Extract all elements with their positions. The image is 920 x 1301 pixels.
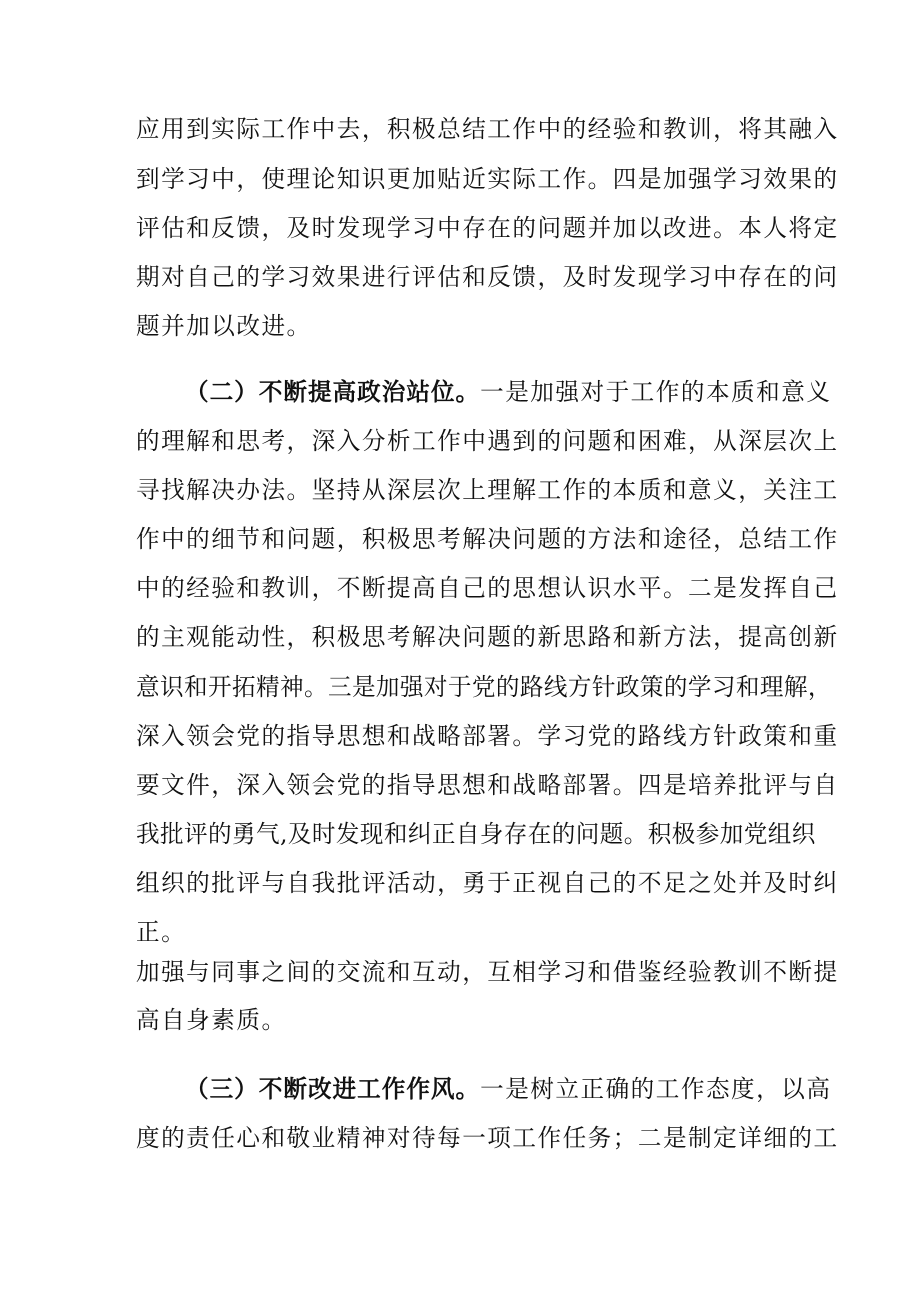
section-heading: （三）不断改进工作作风。 <box>185 1075 481 1103</box>
section-heading: （二）不断提高政治站位。 <box>185 378 481 406</box>
text-line: 应用到实际工作中去，积极总结工作中的经验和教训，将其融入 <box>136 115 839 143</box>
text-line: 高自身素质。 <box>136 1006 287 1034</box>
text-line: 中的经验和教训，不断提高自己的思想认识水平。二是发挥自己 <box>136 574 839 602</box>
text-line: 组织的批评与自我批评活动，勇于正视自己的不足之处并及时纠 <box>136 869 839 897</box>
text-run: 一是加强对于工作的本质和意义 <box>480 378 832 406</box>
text-line: 的理解和思考，深入分析工作中遇到的问题和困难，从深层次上 <box>136 427 839 455</box>
text-line: 期对自己的学习效果进行评估和反馈，及时发现学习中存在的问 <box>136 263 839 291</box>
text-line: 题并加以改进。 <box>136 312 312 340</box>
text-line: 评估和反馈，及时发现学习中存在的问题并加以改进。本人将定 <box>136 214 839 242</box>
text-line: 深入领会党的指导思想和战略部署。学习党的路线方针政策和重 <box>136 722 839 750</box>
text-line: 度的责任心和敬业精神对待每一项工作任务；二是制定详细的工 <box>136 1124 839 1152</box>
section-heading-line <box>185 1066 832 1112</box>
text-line: 的主观能动性，积极思考解决问题的新思路和新方法，提高创新 <box>136 623 839 651</box>
text-line: 要文件，深入领会党的指导思想和战略部署。四是培养批评与自 <box>136 771 839 799</box>
text-line: 我批评的勇气,及时发现和纠正自身存在的问题。积极参加党组织 <box>136 820 816 848</box>
text-line: 意识和开拓精神。三是加强对于党的路线方针政策的学习和理解， <box>136 673 832 701</box>
text-line: 寻找解决办法。坚持从深层次上理解工作的本质和意义，关注工 <box>136 476 839 504</box>
text-run: 一是树立正确的工作态度，以高 <box>480 1075 832 1103</box>
text-line: 正。 <box>136 918 187 946</box>
text-line: 作中的细节和问题，积极思考解决问题的方法和途径，总结工作 <box>136 525 839 553</box>
section-heading-line <box>185 369 832 415</box>
text-line: 加强与同事之间的交流和互动，互相学习和借鉴经验教训不断提 <box>136 958 839 986</box>
text-line: 到学习中，使理论知识更加贴近实际工作。四是加强学习效果的 <box>136 165 839 193</box>
